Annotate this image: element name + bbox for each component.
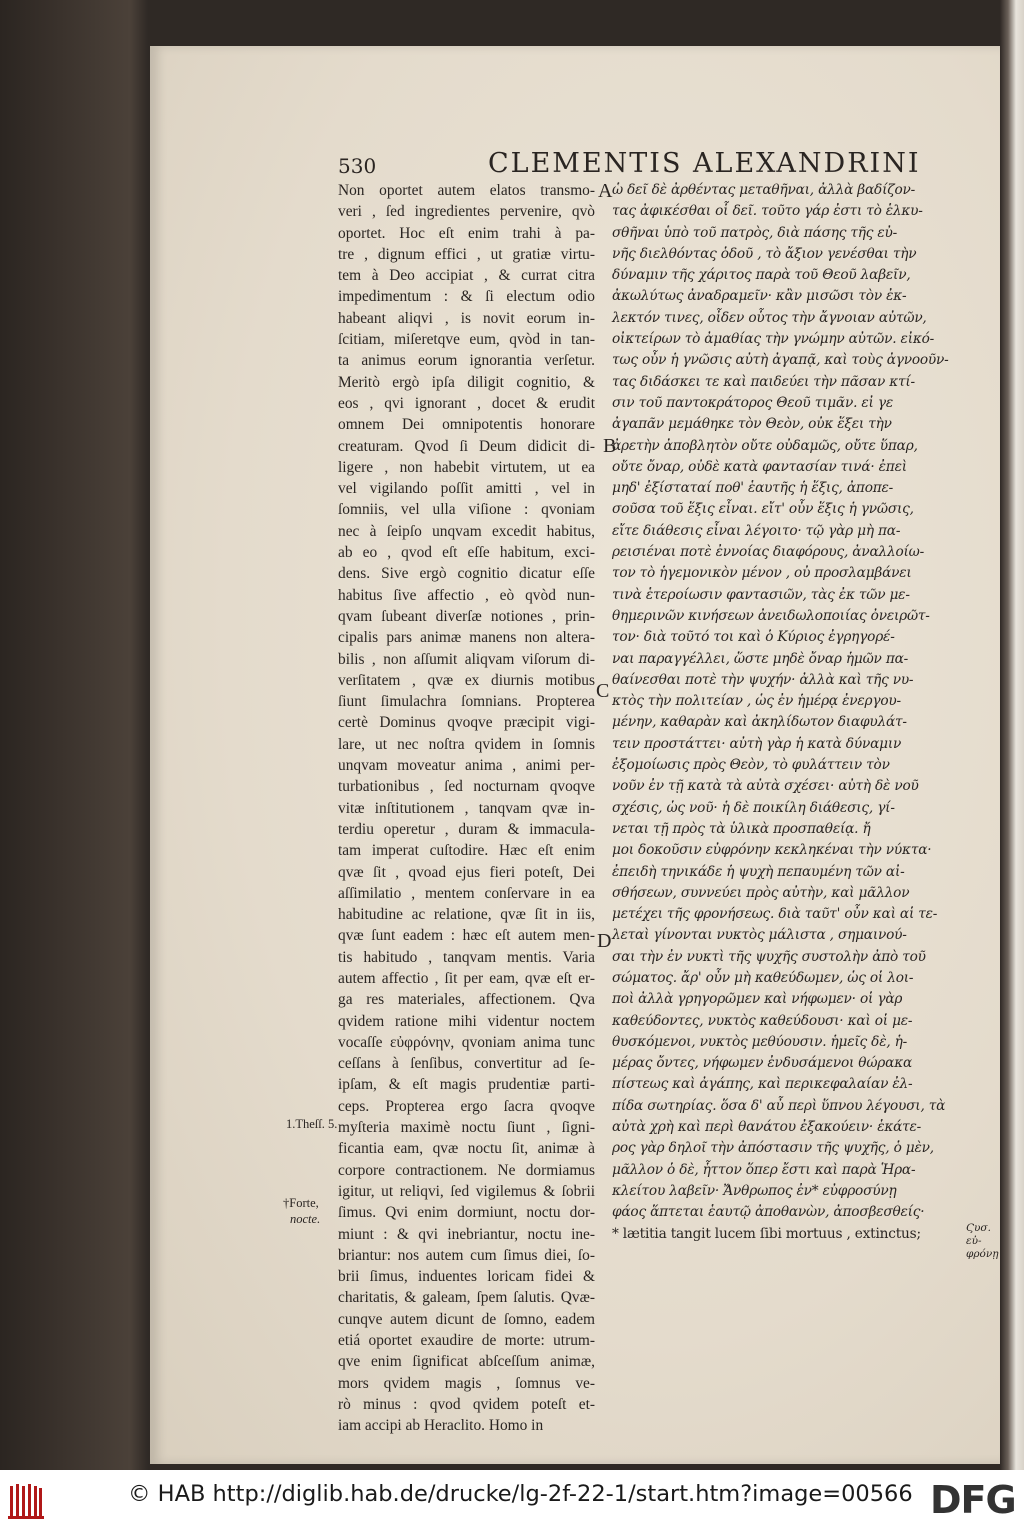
greek-text-line: μοι δοκοῦσιν εὐφρόνην κεκληκέναι τὴν νύκτα· xyxy=(612,842,932,859)
latin-text-line: qvam ſubeant diverſæ notiones , prin- xyxy=(338,607,595,625)
latin-text-line: impedimentum : & ſi electum odio xyxy=(338,288,595,306)
latin-text-line: ga res materiales, affectionem. Qva xyxy=(338,991,595,1009)
greek-text-line: θημερινῶν κινήσεων ἀνειδωλοποιίας ὀνειρῶτ- xyxy=(612,607,930,624)
page-header xyxy=(338,148,988,184)
greek-text-line: τειν προστάττει· αὐτὴ γὰρ ἡ κατὰ δύναμιν xyxy=(612,735,902,752)
greek-text-line: τως οὖν ἡ γνῶσις αὐτὴ ἀγαπᾷ, καὶ τοὺς ἀγνοοῦν- xyxy=(612,352,949,369)
greek-text-line: μηδ' ἐξίσταταί ποθ' ἑαυτῆς ἡ ἕξις, ἀποπε- xyxy=(612,480,894,497)
greek-text-line: σαι τὴν ἐν νυκτὶ τῆς ψυχῆς συστολὴν ἀπὸ τοῦ xyxy=(612,948,926,965)
section-letter-a: A xyxy=(598,180,613,202)
greek-text-line: ἀρετὴν ἀποβλητὸν οὔτε οὐδαμῶς, οὔτε ὕπαρ, xyxy=(612,437,918,454)
hab-logo-icon xyxy=(8,1480,44,1520)
latin-text-line: ligere , non habebit virtutem, ut ea xyxy=(338,458,595,476)
running-title: CLEMENTIS ALEXANDRINI xyxy=(488,148,921,179)
latin-text-line: terdiu operetur , duram & immacula- xyxy=(338,820,595,838)
latin-text-line: habeant aliqvi , is novit eorum in- xyxy=(338,309,595,327)
latin-text-line: creaturam. Qvod ſi Deum didicit di- xyxy=(338,437,595,455)
footnote-line: * lætitia tangit lucem ſibi mortuus , extinctus; xyxy=(612,1225,921,1242)
latin-text-line: vel vigilando poſſit amitti , vel in xyxy=(338,480,595,498)
latin-text-line: omnem Dei omnipotentis honorare xyxy=(338,416,595,434)
greek-text-line: οἰκτείρων τὸ ἀμαθίας τὴν γνώμην αὐτῶν. εἰκό- xyxy=(612,331,935,348)
greek-text-line: κλείτου λαβεῖν· Ἄνθρωπος ἐν* εὐφροσύνῃ xyxy=(612,1182,897,1199)
latin-text-line: certè Dominus qvoqve præcipit vigi- xyxy=(338,714,595,732)
latin-text-line: lare, ut nec noſtra qvidem in ſomnis xyxy=(338,735,595,753)
greek-text-line: ποὶ ἀλλὰ γρηγορῶμεν καὶ νήφωμεν· οἱ γὰρ xyxy=(612,991,903,1008)
greek-text-line: ἐξομοίωσις πρὸς Θεὸν, τὸ φυλάττειν τὸν xyxy=(612,757,890,774)
latin-text-line: ficantia eam, qvæ noctu ſit, animæ à xyxy=(338,1140,595,1158)
latin-text-line: mors qvidem magis , ſomnus ve- xyxy=(338,1374,595,1392)
greek-text-line: καθεύδοντες, νυκτὸς καθεύδουσι· καὶ οἱ με- xyxy=(612,1012,913,1029)
copyright-url-text[interactable]: © HAB http://diglib.hab.de/drucke/lg-2f-22-1/start.htm?image=00566 xyxy=(128,1481,913,1507)
latin-text-line: ceſſans à ſenſibus, convertitur ad ſe- xyxy=(338,1055,595,1073)
greek-text-line: ρος γὰρ δηλοῖ τὴν ἀπόστασιν τῆς ψυχῆς, ὁ μὲν, xyxy=(612,1140,934,1157)
latin-text-line: turbationibus , ſed nocturnam qvoqve xyxy=(338,778,595,796)
greek-text-line: αὐτὰ χρὴ καὶ περὶ θανάτου ἐξακούειν· ἑκάτε- xyxy=(612,1119,922,1136)
greek-text-line: σιν τοῦ παντοκράτορος Θεοῦ τιμᾶν. εἰ γε xyxy=(612,394,893,411)
greek-text-line: σχέσις, ὡς νοῦ· ἡ δὲ ποικίλη διάθεσις, γί- xyxy=(612,799,895,816)
latin-text-line: vitæ inſtitutionem , tanqvam qvæ in- xyxy=(338,799,595,817)
greek-text-line: δύναμιν τῆς χάριτος παρὰ τοῦ Θεοῦ λαβεῖν, xyxy=(612,267,911,284)
latin-text-line: tem à Deo accipiat , & currat citra xyxy=(338,267,595,285)
latin-text-line: nec à ſeipſo unqvam excedit habitus, xyxy=(338,522,595,540)
greek-text-line: σθήσεων, συννεύει πρὸς αὐτὴν, καὶ μᾶλλον xyxy=(612,884,910,901)
latin-text-line: habitudine ac relatione, qvæ ſit in iis, xyxy=(338,906,595,924)
latin-column xyxy=(338,180,595,1437)
greek-column xyxy=(612,180,976,1245)
greek-text-line: ὡ δεῖ δὲ ἀρθέντας μεταθῆναι, ἀλλὰ βαδίζον- xyxy=(612,182,916,198)
latin-text-line: charitatis, & galeam, ſpem ſalutis. Qvæ- xyxy=(338,1289,595,1307)
latin-text-line: bilis , non aſſumit aliqvam viſorum di- xyxy=(338,650,595,668)
latin-text-line: myſteria maximè noctu ſiunt , ſigni- xyxy=(338,1119,595,1137)
latin-text-line: aſſimilatio , mentem conſervare in ea xyxy=(338,884,595,902)
latin-text-line: qve enim ſignificat abſceſſum animæ, xyxy=(338,1353,595,1371)
latin-text-line: miunt : & qvi inebriantur, noctu ine- xyxy=(338,1225,595,1243)
greek-text-line: νεται τῇ πρὸς τὰ ὑλικὰ προσπαθείᾳ. ἤ xyxy=(612,820,871,837)
greek-text-line: τινὰ ἑτεροίωσιν φαντασιῶν, τὰς ἐκ τῶν με- xyxy=(612,586,910,603)
latin-text-line: igitur, ut reliqvi, ſed vigilemus & ſobrii xyxy=(338,1182,595,1200)
latin-text-line: briantur: nos autem cum ſimus diei, ſo- xyxy=(338,1246,595,1264)
greek-text-line: τον τὸ ἡγεμονικὸν μένον , οὐ προσλαμβάνει xyxy=(612,565,912,582)
greek-text-line: μέρας ὄντες, νήφωμεν ἐνδυσάμενοι θώρακα xyxy=(612,1055,913,1072)
latin-text-line: autem affectio , ſit per eam, qvæ eſt er- xyxy=(338,969,595,987)
greek-text-line: τας διδάσκει τε καὶ παιδεύει τὴν πᾶσαν κτί- xyxy=(612,373,915,390)
latin-text-line: tre , dignum effici , ut gratiæ virtu- xyxy=(338,245,595,263)
greek-text-line: τον· διὰ τοῦτό τοι καὶ ὁ Κύριος ἐγρηγορέ- xyxy=(612,629,895,646)
greek-text-line: κτὸς τὴν πολιτείαν , ὡς ἐν ἡμέρᾳ ἐνεργου- xyxy=(612,693,901,710)
latin-text-line: ſiunt ſimulachra ſomnians. Propterea xyxy=(338,693,595,711)
latin-text-line: ſimus. Qvi enim dormiunt, noctu dor- xyxy=(338,1204,595,1222)
latin-text-line: Non oportet autem elatos transmo- xyxy=(338,182,595,199)
greek-text-line: εἴτε διάθεσις εἶναι λέγοιτο· τῷ γὰρ μὴ πα- xyxy=(612,522,901,539)
latin-text-line: veri , ſed ingredientes pervenire, qvò xyxy=(338,203,595,221)
greek-text-line: οὔτε ὄναρ, οὐδὲ κατὰ φαντασίαν τινά· ἐπεὶ xyxy=(612,458,907,475)
latin-text-line: tam imperat cuſtodire. Hæc eſt enim xyxy=(338,842,595,860)
greek-text-line: νῆς διελθόντας ὁδοῦ , τὸ ἄξιον γενέσθαι τὴν xyxy=(612,245,917,262)
greek-text-line: θυσκόμενοι, νυκτὸς μεθύουσιν. ἡμεῖς δὲ, ἡ- xyxy=(612,1033,908,1050)
latin-text-line: ta animus eorum ignorantia verſetur. xyxy=(338,352,595,370)
greek-text-line: ἀκωλύτως ἀναδραμεῖν· κἂν μισῶσι τὸν ἐκ- xyxy=(612,288,907,305)
page-number: 530 xyxy=(338,154,377,178)
latin-text-line: ſomniis, vel ulla viſione : qvoniam xyxy=(338,501,595,519)
forte-note-word: nocte. xyxy=(290,1212,321,1226)
latin-text-line: cipalis pars animæ manens non altera- xyxy=(338,629,595,647)
latin-text-line: habitus ſive affectio , eò qvòd nun- xyxy=(338,586,595,604)
latin-text-line: qvidem ratione mihi videntur noctem xyxy=(338,1012,595,1030)
latin-text-line: cunqve autem dicunt de ſomno, eadem xyxy=(338,1310,595,1328)
latin-text-line: qvæ ſit , qvoad ejus fieri poteſt, Dei xyxy=(338,863,595,881)
latin-text-line: unqvam moveatur anima , animi per- xyxy=(338,757,595,775)
greek-text-line: λεταὶ γίνονται νυκτὸς μάλιστα , σημαινού- xyxy=(612,927,907,944)
latin-text-line: brii ſimus, induentes loricam fidei & xyxy=(338,1268,595,1286)
latin-text-line: oportet. Hoc eſt enim trahi à pa- xyxy=(338,224,595,242)
latin-text-line: etiá oportet exaudire de morte: utrum- xyxy=(338,1332,595,1350)
right-margin-note: Ϛυσ. εὐ- φρόνῃ xyxy=(966,1222,999,1260)
latin-text-line: vocaſſe εὐφρόνην, qvoniam anima tunc xyxy=(338,1033,595,1051)
latin-text-line: ipſam, & eſt magis prudentiæ parti- xyxy=(338,1076,595,1094)
greek-text-line: ναι παραγγέλλει, ὥστε μηδὲ ὄναρ ἡμῶν πα- xyxy=(612,650,909,667)
latin-text-line: qvæ ſunt eadem : hæc eſt autem men- xyxy=(338,927,595,945)
greek-text-line: τας ἀφικέσθαι οἷ δεῖ. τοῦτο γάρ ἐστι τὸ ἑλκυ- xyxy=(612,203,923,220)
greek-text-line: θαίνεσθαι ποτὲ τὴν ψυχήν· ἀλλὰ καὶ τῆς νυ- xyxy=(612,671,914,688)
greek-text-line: ἀγαπᾶν μεμάθηκε τὸν Θεὸν, οὐκ ἕξει τὴν xyxy=(612,416,892,433)
latin-text-line: eos , qvi ignorant , docet & erudit xyxy=(338,394,595,412)
greek-text-line: μᾶλλον ὁ δὲ, ἧττον ὅπερ ἔστι καὶ παρὰ Ἡρα- xyxy=(612,1161,916,1178)
scripture-reference-note: 1.Theſſ. 5. xyxy=(286,1117,338,1131)
greek-text-line: φάος ἅπτεται ἑαυτῷ ἀποθανὼν, ἀποσβεσθείς· xyxy=(612,1204,925,1221)
latin-text-line: iam accipi ab Heraclito. Homo in xyxy=(338,1417,544,1435)
latin-text-line: ſcitiam, miſeretqve eum, qvòd in tan- xyxy=(338,331,595,349)
latin-text-line: ab eo , qvod eſt eſſe habitum, exci- xyxy=(338,544,595,562)
section-letter-b: B xyxy=(603,435,617,457)
latin-text-line: Meritò ergò ipſa diligit cognitio, & xyxy=(338,373,595,391)
greek-text-line: λεκτόν τινες, οἶδεν οὗτος τὴν ἄγνοιαν αὐτῶν, xyxy=(612,309,927,326)
greek-text-line: ἐπειδὴ τηνικάδε ἡ ψυχὴ πεπαυμένη τῶν αἰ- xyxy=(612,863,905,880)
greek-text-line: πίδα σωτηρίας. ὅσα δ' αὖ περὶ ὕπνου λέγουσι, τὰ xyxy=(612,1097,946,1114)
greek-text-line: νοῦν ἐν τῇ κατὰ τὰ αὐτὰ σχέσει· αὐτὴ δὲ νοῦ xyxy=(612,778,919,795)
greek-text-line: μετέχει τῆς φρονήσεως. διὰ ταῦτ' οὖν καὶ αἱ τε- xyxy=(612,906,938,923)
dfg-logo: DFG xyxy=(930,1478,1016,1522)
section-letter-c: C xyxy=(596,680,610,702)
greek-text-line: σώματος. ἄρ' οὖν μὴ καθεύδωμεν, ὡς οἱ λοι- xyxy=(612,969,914,986)
greek-text-line: ρεισιέναι ποτὲ ἐννοίας διαφόρους, ἀναλλοίω- xyxy=(612,544,925,561)
section-letter-d: D xyxy=(597,930,612,952)
forte-note-label: †Forte, xyxy=(283,1196,319,1210)
latin-text-line: ceps. Propterea ergo ſacra qvoqve xyxy=(338,1097,595,1115)
latin-text-line: corpore contractionem. Ne dormiamus xyxy=(338,1161,595,1179)
latin-text-line: tis habitudo , tanqvam mentis. Varia xyxy=(338,948,595,966)
latin-text-line: rò minus : qvod qvidem poteſt et- xyxy=(338,1395,595,1413)
latin-text-line: verſitatem , qvæ ex diurnis motibus xyxy=(338,671,595,689)
greek-text-line: μένην, καθαρὰν καὶ ἀκηλίδωτον διαφυλάτ- xyxy=(612,714,907,731)
greek-text-line: σοῦσα τοῦ ἕξις εἶναι. εἴτ' οὖν ἕξις ἡ γνῶσις, xyxy=(612,501,914,518)
greek-text-line: πίστεως καὶ ἀγάπης, καὶ περικεφαλαίαν ἐλ- xyxy=(612,1076,913,1093)
latin-text-line: dens. Sive ergò cognitio dicatur eſſe xyxy=(338,565,595,583)
greek-text-line: σθῆναι ὑπὸ τοῦ πατρὸς, διὰ πάσης τῆς εὐ- xyxy=(612,224,898,241)
